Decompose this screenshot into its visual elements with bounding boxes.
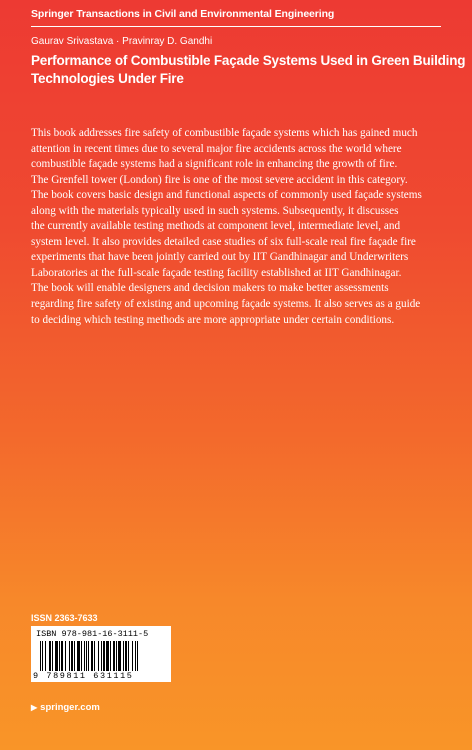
description-line: experiments that have been jointly carried out by IIT Gandhinagar and Underwriters <box>31 251 409 264</box>
description-line: system level. It also provides detailed case studies of six full-scale real fire façade fire <box>31 235 416 248</box>
description-line: This book addresses fire safety of combustible façade systems which has gained much <box>31 127 418 139</box>
description-line: combustible façade systems had a significant role in enhancing the growth of fire. <box>31 158 398 171</box>
book-title-line: Technologies Under Fire <box>31 71 184 86</box>
barcode-digits: 9 789811 631115 <box>33 671 134 681</box>
isbn-barcode-block <box>31 626 171 682</box>
barcode-graphic <box>40 641 162 671</box>
description-line: The book will enable designers and decision makers to make better assessments <box>31 282 389 295</box>
publisher-link-label: springer.com <box>40 702 100 713</box>
description-line: Laboratories at the full-scale façade testing facility established at IIT Gandhinagar. <box>31 266 402 279</box>
authors: Gaurav Srivastava · Pravinray D. Gandhi <box>31 36 213 47</box>
book-title-line: Performance of Combustible Façade Systems Used in Green Building <box>31 53 466 68</box>
series-title: Springer Transactions in Civil and Environmental Engineering <box>31 8 335 20</box>
book-description <box>31 126 445 328</box>
description-line: regarding fire safety of existing and upcoming façade systems. It also serves as a guide <box>31 298 421 311</box>
description-line: attention in recent times due to several major fire accidents across the world where <box>31 142 402 155</box>
publisher-link[interactable] <box>31 702 100 713</box>
description-line: The book covers basic design and functional aspects of commonly used façade systems <box>31 189 422 202</box>
issn-label: ISSN 2363-7633 <box>31 613 98 623</box>
description-line: the currently available testing methods at component level, intermediate level, and <box>31 220 401 233</box>
book-title <box>31 52 466 88</box>
isbn-label: ISBN 978-981-16-3111-5 <box>36 629 149 639</box>
series-divider <box>31 26 441 27</box>
description-line: The Grenfell tower (London) fire is one of the most severe accident in this category. <box>31 173 408 186</box>
triangle-right-icon: ▶ <box>31 703 38 712</box>
description-line: along with the materials typically used in such systems. Subsequently, it discusses <box>31 204 399 217</box>
description-line: to deciding which testing methods are more appropriate under certain conditions. <box>31 313 395 326</box>
